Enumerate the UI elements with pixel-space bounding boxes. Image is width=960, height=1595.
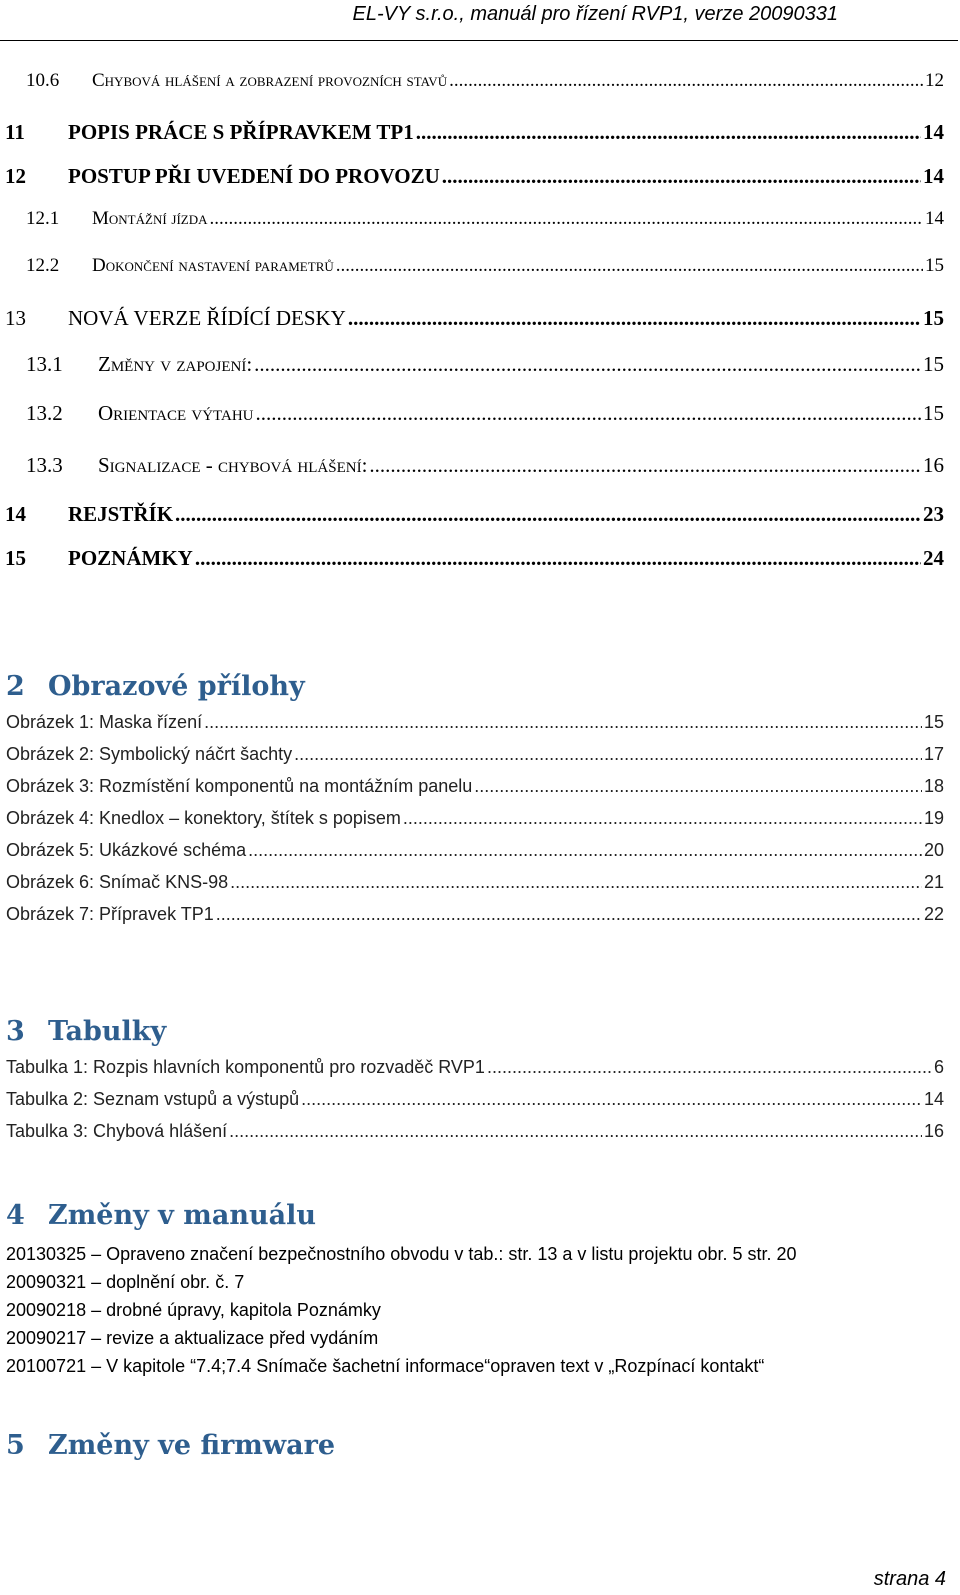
toc-number: 12 [5, 164, 26, 188]
toc-page: 15 [923, 401, 944, 425]
section-heading-5 [6, 1430, 335, 1461]
toc-entry-13-3[interactable] [0, 453, 944, 483]
toc-leader [248, 840, 922, 861]
toc-number: 13.2 [26, 401, 63, 425]
toc-leader [175, 502, 921, 527]
toc-title: POZNÁMKY [68, 546, 193, 570]
section-title: Tabulky [48, 1016, 167, 1047]
toc-page: 14 [925, 208, 944, 229]
figure-title: Obrázek 4: Knedlox – konektory, štítek s popisem [6, 808, 401, 828]
toc-page: 24 [923, 546, 944, 570]
figure-title: Obrázek 5: Ukázkové schéma [6, 840, 247, 860]
table-page: 16 [923, 1121, 944, 1141]
toc-leader [336, 255, 923, 277]
toc-entry-11[interactable] [0, 120, 944, 150]
section-number: 3 [6, 1016, 25, 1047]
change-log-line: 20090217 – revize a aktualizace před vydáním [6, 1328, 379, 1348]
table-list-item[interactable] [0, 1057, 944, 1087]
header-rule [0, 40, 958, 41]
table-title: Tabulka 1: Rozpis hlavních komponentů pro rozvaděč RVP1 [6, 1057, 485, 1077]
figure-list-item[interactable] [0, 872, 944, 902]
toc-title: POPIS PRÁCE S PŘÍPRAVKEM TP1 [68, 120, 414, 144]
toc-leader [449, 70, 923, 92]
change-log-line: 20090321 – doplnění obr. č. 7 [6, 1272, 245, 1292]
figure-title: Obrázek 1: Maska řízení [6, 712, 203, 732]
figure-page: 18 [923, 776, 944, 796]
toc-title: NOVÁ VERZE ŘÍDÍCÍ DESKY [68, 306, 346, 330]
change-log-line: 20090218 – drobné úpravy, kapitola Poznámky [6, 1300, 381, 1320]
figure-page: 22 [923, 904, 944, 924]
section-title: Obrazové přílohy [48, 671, 305, 702]
section-number: 2 [6, 671, 25, 702]
table-list-item[interactable] [0, 1121, 944, 1151]
toc-leader [474, 776, 922, 797]
section-heading-2 [6, 671, 305, 702]
page-footer: strana 4 [873, 1568, 946, 1590]
table-page: 6 [933, 1057, 944, 1077]
toc-title: REJSTŘÍK [68, 502, 174, 526]
toc-number: 13.3 [26, 453, 63, 477]
toc-entry-12[interactable] [0, 164, 944, 194]
figure-title: Obrázek 3: Rozmístění komponentů na montážním panelu [6, 776, 473, 796]
toc-page: 23 [923, 502, 944, 526]
figure-page: 21 [923, 872, 944, 892]
toc-number: 13.1 [26, 352, 63, 376]
toc-title: POSTUP PŘI UVEDENÍ DO PROVOZU [68, 164, 440, 188]
toc-leader [256, 401, 922, 426]
table-title: Tabulka 3: Chybová hlášení [6, 1121, 228, 1141]
figure-list-item[interactable] [0, 776, 944, 806]
toc-number: 12.1 [26, 208, 60, 229]
toc-title: Chybová hlášení a zobrazení provozních stavů [92, 70, 448, 91]
toc-leader [442, 164, 921, 189]
toc-leader [195, 546, 921, 571]
toc-leader [204, 712, 922, 733]
change-log-line: 20100721 – V kapitole “7.4;7.4 Snímače šachetní informace“opraven text v „Rozpínací kontakt“ [6, 1356, 765, 1376]
toc-number: 14 [5, 502, 26, 526]
toc-title: Dokončení nastavení parametrů [92, 255, 334, 276]
toc-page: 15 [923, 352, 944, 376]
figure-page: 17 [923, 744, 944, 764]
toc-number: 12.2 [26, 255, 60, 276]
change-log [6, 1240, 797, 1380]
toc-leader [294, 744, 922, 765]
figure-list-item[interactable] [0, 840, 944, 870]
toc-page: 15 [923, 306, 944, 330]
toc-leader [369, 453, 921, 478]
toc-number: 11 [5, 120, 25, 144]
figure-page: 19 [923, 808, 944, 828]
toc-page: 16 [923, 453, 944, 477]
toc-number: 13 [5, 306, 26, 330]
toc-page: 14 [923, 164, 944, 188]
toc-entry-14[interactable] [0, 502, 944, 532]
toc-title: Orientace výtahu [98, 401, 254, 425]
toc-entry-12-2[interactable] [0, 255, 944, 285]
toc-leader [210, 208, 923, 230]
section-heading-3 [6, 1016, 166, 1047]
toc-entry-15[interactable] [0, 546, 944, 576]
table-title: Tabulka 2: Seznam vstupů a výstupů [6, 1089, 300, 1109]
figure-list-item[interactable] [0, 808, 944, 838]
figure-list-item[interactable] [0, 744, 944, 774]
toc-page: 14 [923, 120, 944, 144]
toc-leader [416, 120, 921, 145]
table-list-item[interactable] [0, 1089, 944, 1119]
change-log-line: 20130325 – Opraveno značení bezpečnostního obvodu v tab.: str. 13 a v listu projektu obr. 5 str. 20 [6, 1244, 797, 1264]
toc-leader [487, 1057, 932, 1078]
toc-entry-12-1[interactable] [0, 208, 944, 238]
figure-list-item[interactable] [0, 904, 944, 934]
toc-title: Změny v zapojení: [98, 352, 253, 376]
toc-title: Signalizace - chybová hlášení: [98, 453, 368, 477]
figure-title: Obrázek 6: Snímač KNS-98 [6, 872, 229, 892]
section-number: 4 [6, 1200, 25, 1231]
toc-leader [254, 352, 921, 377]
figure-title: Obrázek 7: Přípravek TP1 [6, 904, 214, 924]
toc-leader [216, 904, 922, 925]
toc-leader [301, 1089, 922, 1110]
toc-entry-10-6[interactable] [0, 70, 944, 100]
toc-page: 12 [925, 70, 944, 91]
section-heading-4 [6, 1200, 316, 1231]
figure-page: 15 [923, 712, 944, 732]
figure-page: 20 [923, 840, 944, 860]
section-title: Změny v manuálu [48, 1200, 316, 1231]
figure-title: Obrázek 2: Symbolický náčrt šachty [6, 744, 293, 764]
toc-entry-13-2[interactable] [0, 401, 944, 431]
toc-number: 15 [5, 546, 26, 570]
toc-leader [348, 306, 921, 331]
section-number: 5 [6, 1430, 25, 1461]
toc-leader [229, 1121, 922, 1142]
toc-leader [403, 808, 922, 829]
section-title: Změny ve firmware [48, 1430, 336, 1461]
toc-entry-13[interactable] [0, 306, 944, 336]
toc-leader [230, 872, 922, 893]
toc-number: 10.6 [26, 70, 60, 91]
toc-entry-13-1[interactable] [0, 352, 944, 382]
page-header: EL-VY s.r.o., manuál pro řízení RVP1, verze 20090331 [352, 3, 838, 25]
toc-title: Montážní jízda [92, 208, 208, 229]
toc-page: 15 [925, 255, 944, 276]
table-page: 14 [923, 1089, 944, 1109]
figure-list-item[interactable] [0, 712, 944, 742]
